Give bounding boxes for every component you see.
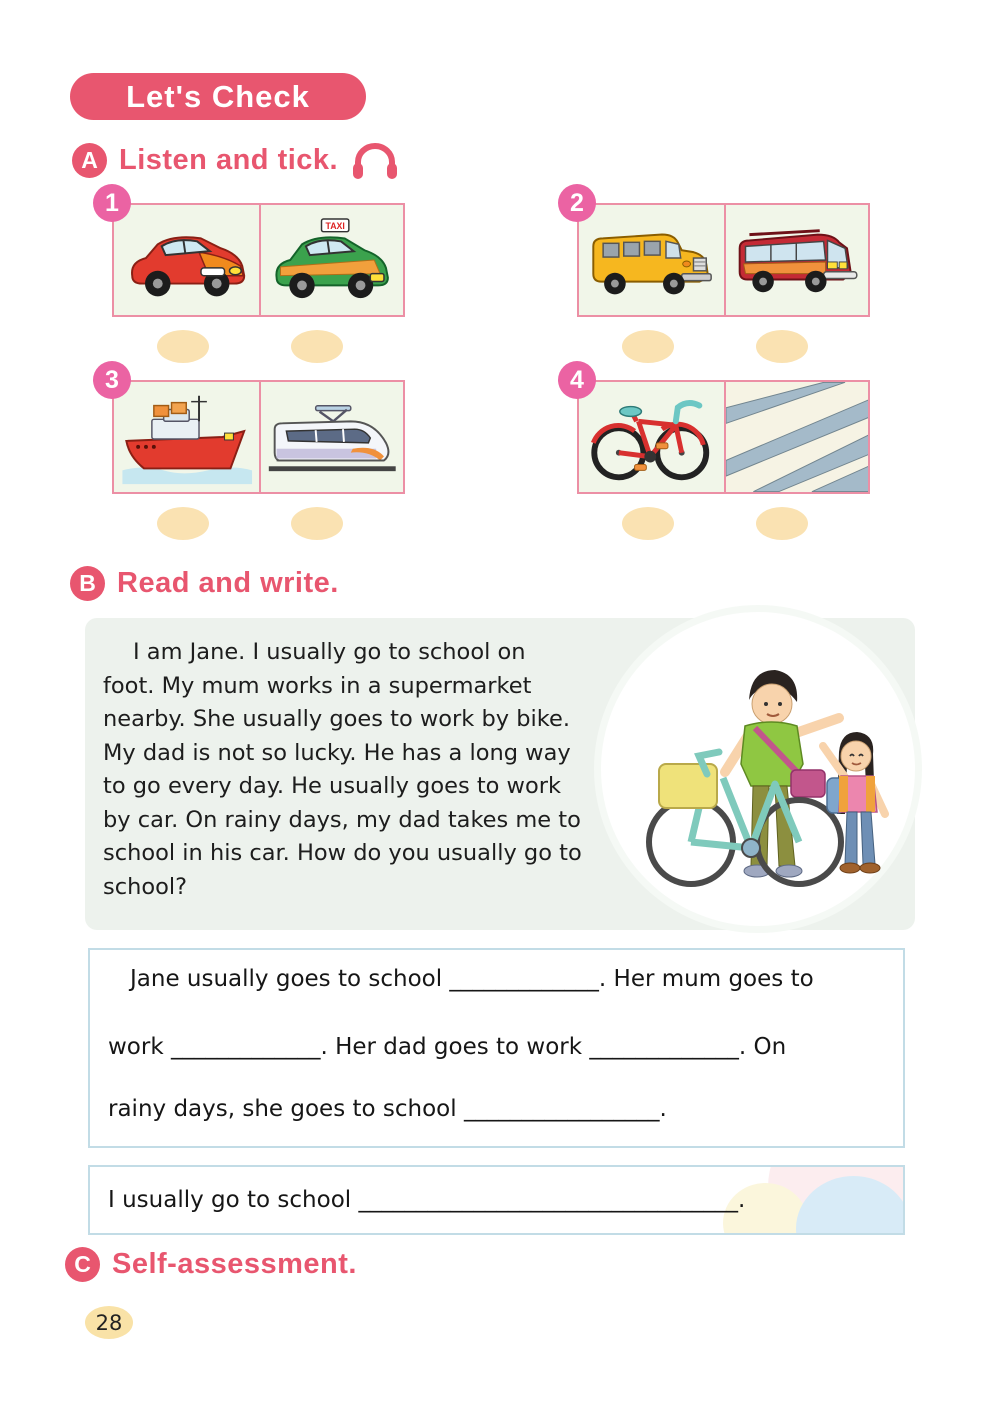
section-c-badge: C	[65, 1247, 100, 1282]
picture-pair-box	[577, 380, 870, 494]
section-a-title: Listen and tick.	[119, 143, 339, 176]
picture-cell-car	[114, 205, 259, 315]
passage-line: school in his car. How do you usually go to	[103, 840, 582, 866]
listen-item-4	[570, 365, 870, 545]
fill-in-jane-box[interactable]	[88, 948, 905, 1148]
passage-line: to go every day. He usually goes to work	[103, 773, 562, 799]
headphones-icon	[350, 139, 400, 181]
tick-spot[interactable]	[291, 330, 343, 363]
passage-line: My dad is not so lucky. He has a long way	[103, 739, 571, 766]
picture-cell-taxi	[259, 205, 404, 315]
tick-spot[interactable]	[157, 507, 209, 540]
svg-text:TAXI: TAXI	[325, 220, 345, 231]
picture-cell-train	[259, 382, 404, 492]
school-bus-image	[579, 205, 724, 315]
section-b-header	[70, 566, 339, 601]
tick-spot[interactable]	[622, 330, 674, 363]
tick-spot[interactable]	[756, 507, 808, 540]
crosswalk-image	[726, 382, 869, 492]
picture-pair-box	[112, 203, 405, 317]
picture-cell-bicycle	[579, 382, 724, 492]
green-taxi-image	[261, 205, 404, 315]
fill-line: work _____________. Her dad goes to work _____________. On	[108, 1034, 787, 1060]
picture-pair-box	[112, 380, 405, 494]
page-number-badge	[85, 1306, 133, 1339]
page-number: 28	[95, 1310, 123, 1335]
item-number-badge: 1	[93, 184, 131, 222]
listen-item-1	[105, 188, 405, 368]
reading-passage	[103, 636, 615, 904]
item-number-badge: 3	[93, 361, 131, 399]
fill-in-me-box[interactable]	[88, 1165, 905, 1235]
passage-line: I am Jane. I usually go to school on	[133, 639, 526, 665]
section-a-badge: A	[72, 143, 107, 178]
picture-cell-school-bus	[579, 205, 724, 315]
train-image	[261, 382, 404, 492]
fill-line: rainy days, she goes to school _________________.	[108, 1096, 667, 1122]
section-a-header	[72, 139, 400, 181]
item-number-badge: 4	[558, 361, 596, 399]
picture-cell-coach	[724, 205, 869, 315]
bicycle-image	[579, 382, 724, 492]
reading-passage-panel	[85, 618, 915, 930]
tick-spot[interactable]	[622, 507, 674, 540]
listen-item-3	[105, 365, 405, 545]
picture-pair-box	[577, 203, 870, 317]
item-number-badge: 2	[558, 184, 596, 222]
lets-check-banner	[70, 73, 366, 120]
illustration-circle	[601, 612, 915, 926]
section-b-badge: B	[70, 566, 105, 601]
section-c-title: Self-assessment.	[112, 1248, 357, 1280]
passage-line: nearby. She usually goes to work by bike.	[103, 706, 570, 732]
tick-spot[interactable]	[157, 330, 209, 363]
ship-image	[114, 382, 259, 492]
passage-line: foot. My mum works in a supermarket	[103, 672, 532, 699]
picture-cell-ship	[114, 382, 259, 492]
coach-bus-image	[726, 205, 869, 315]
tick-spot[interactable]	[291, 507, 343, 540]
passage-line: by car. On rainy days, my dad takes me to	[103, 806, 581, 833]
listen-item-2	[570, 188, 870, 368]
section-b-title: Read and write.	[117, 567, 339, 599]
fill-line: I usually go to school _________________________________.	[108, 1187, 746, 1213]
picture-cell-crosswalk	[724, 382, 869, 492]
section-c-header	[65, 1247, 357, 1282]
mum-and-daughter-illustration	[603, 614, 913, 924]
passage-line: school?	[103, 873, 188, 900]
fill-line: Jane usually goes to school _____________. Her mum goes to	[130, 966, 814, 992]
red-car-image	[114, 205, 259, 315]
tick-spot[interactable]	[756, 330, 808, 363]
banner-title: Let's Check	[126, 78, 310, 114]
